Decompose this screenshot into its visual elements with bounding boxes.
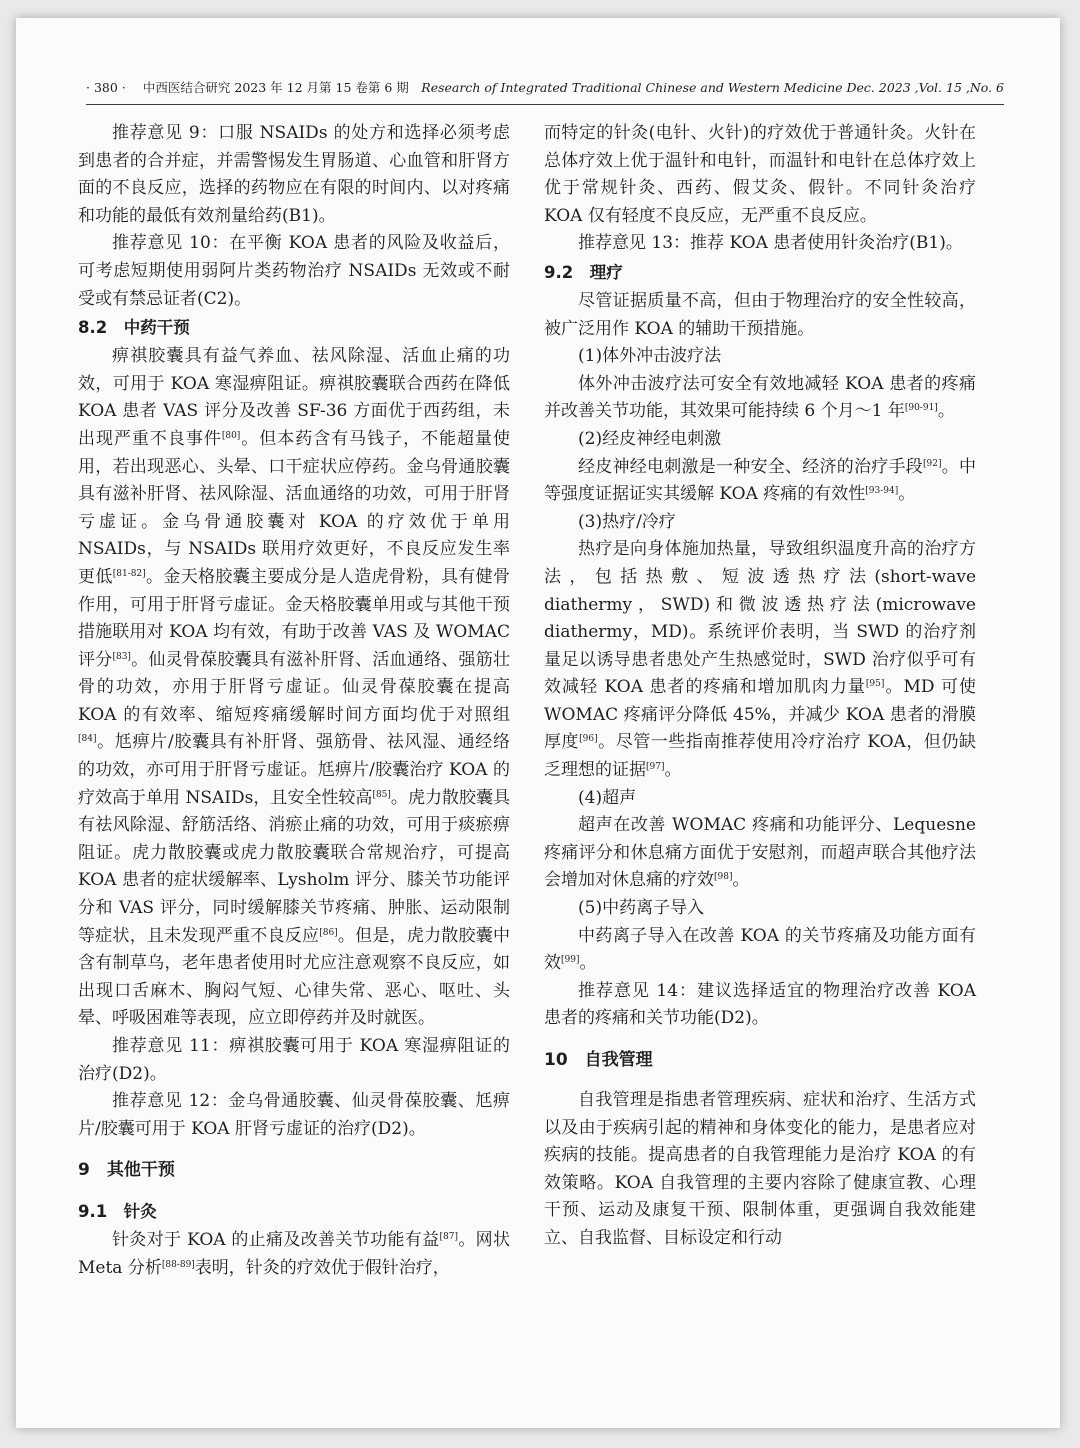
journal-title-en: Research of Integrated Traditional Chinese and Western Medicine Dec. 2023 ,Vol. 15 ,No. 6	[421, 80, 1004, 95]
paragraph-iontophoresis: 中药离子导入在改善 KOA 的关节疼痛及功能方面有效[99]。	[544, 925, 976, 974]
subheading-tens: (2)经皮神经电刺激	[578, 428, 722, 449]
citation: [99]	[561, 955, 580, 966]
subheading-ultrasound: (4)超声	[578, 787, 637, 808]
paragraph-tcm: 痹祺胶囊具有益气养血、祛风除湿、活血止痛的功效，可用于 KOA 寒湿痹阻证。痹祺胶囊联合西药在降低 KOA 患者 VAS 评分及改善 SF-36 方面优于西药组，未出现严重不良事件[80]。但本药含有马钱子，不能超量使用，若出现恶心、头晕、口干症状应停药。金乌骨通胶囊具有滋补肝肾、祛风除湿、活血通络的功效，可用于肝肾亏虚证。金乌骨通胶囊对 KOA 的疗效优于单用 NSAIDs，与 NSAIDs 联用疗效更好，不良反应发生率更低[81-82]。金天格胶囊主要成分是人造虎骨粉，具有健骨作用，可用于肝肾亏虚证。金天格胶囊单用或与其他干预措施联用对 KOA 均有效，有助于改善 VAS 及 WOMAC 评分[83]。仙灵骨葆胶囊具有滋补肝肾、活血通络、强筋壮骨的功效，亦用于肝肾亏虚证。仙灵骨葆胶囊在提高 KOA 的有效率、缩短疼痛缓解时间方面均优于对照组[84]。尪痹片/胶囊具有补肝肾、强筋骨、祛风湿、通经络的功效，亦可用于肝肾亏虚证。尪痹片/胶囊治疗 KOA 的疗效高于单用 NSAIDs，且安全性较高[85]。虎力散胶囊具有祛风除湿、舒筋活络、消瘀止痛的功效，可用于痰瘀痹阻证。虎力散胶囊或虎力散胶囊联合常规治疗，可提高 KOA 患者的症状缓解率、Lysholm 评分、膝关节功能评分和 VAS 评分，同时缓解膝关节疼痛、肿胀、运动限制等症状，且未发现严重不良反应[86]。但是，虎力散胶囊中含有制草乌，老年患者使用时尤应注意观察不良反应，如出现口舌麻木、胸闷气短、心律失常、恶心、呕吐、头晕、呼吸困难等表现，应立即停药并及时就医。	[78, 346, 511, 1029]
citation: [97]	[646, 762, 665, 773]
subheading-heat-cold: (3)热疗/冷疗	[578, 511, 676, 532]
paragraph-heat-cold: 热疗是向身体施加热量，导致组织温度升高的治疗方法，包括热敷、短波透热疗法(short-wave diathermy，SWD)和微波透热疗法(microwave diathermy，MD)。系统评价表明，当 SWD 的治疗剂量足以诱导患者患处产生热感觉时，SWD 治疗似乎可有效减轻 KOA 患者的疼痛和增加肌肉力量[95]。MD 可使 WOMAC 疼痛评分降低 45%，并减少 KOA 患者的滑膜厚度[96]。尽管一些指南推荐使用冷疗治疗 KOA，但仍缺乏理想的证据[97]。	[544, 539, 976, 781]
citation: [96]	[579, 734, 598, 745]
subheading-iontophoresis: (5)中药离子导入	[578, 898, 705, 919]
citation: [93-94]	[865, 486, 899, 497]
section-heading-9: 9 其他干预	[78, 1160, 175, 1181]
page-header	[86, 74, 1004, 105]
right-column	[544, 120, 976, 1253]
recommendation-13: 推荐意见 13：推荐 KOA 患者使用针灸治疗(B1)。	[578, 233, 963, 254]
section-heading-9-2: 9.2 理疗	[544, 262, 623, 282]
citation: [84]	[78, 734, 97, 745]
recommendation-9: 推荐意见 9：口服 NSAIDs 的处方和选择必须考虑到患者的合并症，并需警惕发生胃肠道、心血管和肝肾方面的不良反应，选择的药物应在有限的时间内、以对疼痛和功能的最低有效剂量给药(B1)。	[78, 123, 510, 226]
citation: [86]	[319, 927, 338, 938]
paragraph-physiotherapy: 尽管证据质量不高，但由于物理治疗的安全性较高，被广泛用作 KOA 的辅助干预措施。	[544, 290, 976, 339]
recommendation-14: 推荐意见 14：建议选择适宜的物理治疗改善 KOA 患者的疼痛和关节功能(D2)。	[544, 980, 976, 1029]
citation: [98]	[714, 872, 733, 883]
paragraph-acupuncture-continued: 而特定的针灸(电针、火针)的疗效优于普通针灸。火针在总体疗效上优于温针和电针，而温针和电针在总体疗效上优于常规针灸、西药、假艾灸、假针。不同针灸治疗 KOA 仅有轻度不良反应，无严重不良反应。	[544, 123, 976, 226]
section-heading-8-2: 8.2 中药干预	[78, 318, 190, 338]
paragraph-tens: 经皮神经电刺激是一种安全、经济的治疗手段[92]。中等强度证据证实其缓解 KOA 疼痛的有效性[93-94]。	[544, 456, 977, 505]
paragraph-acupuncture: 针灸对于 KOA 的止痛及改善关节功能有益[87]。网状 Meta 分析[88-89]表明，针灸的疗效优于假针治疗，	[78, 1230, 511, 1278]
section-heading-9-1: 9.1 针灸	[78, 1202, 157, 1222]
citation: [80]	[221, 430, 241, 441]
recommendation-12: 推荐意见 12：金乌骨通胶囊、仙灵骨葆胶囊、尪痹片/胶囊可用于 KOA 肝肾亏虚证的治疗(D2)。	[78, 1091, 510, 1139]
paragraph-ultrasound: 超声在改善 WOMAC 疼痛和功能评分、Lequesne 疼痛评分和休息痛方面优于安慰剂，而超声联合其他疗法会增加对休息痛的疗效[98]。	[544, 815, 976, 891]
paragraph-shockwave: 体外冲击波疗法可安全有效地减轻 KOA 患者的疼痛并改善关节功能，其效果可能持续 6 个月～1 年[90-91]。	[544, 373, 976, 422]
page-number: · 380 ·	[86, 80, 126, 95]
journal-title-cn: 中西医结合研究 2023 年 12 月第 15 卷第 6 期	[142, 80, 409, 95]
citation: [90-91]	[904, 403, 938, 414]
left-column	[78, 120, 510, 1283]
citation: [85]	[372, 789, 391, 800]
citation: [95]	[865, 679, 885, 690]
paragraph-self-management: 自我管理是指患者管理疾病、症状和治疗、生活方式以及由于疾病引起的精神和身体变化的能力，是患者应对疾病的技能。提高患者的自我管理能力是治疗 KOA 的有效策略。KOA 自我管理的主要内容除了健康宣教、心理干预、运动及康复干预、限制体重，更强调自我效能建立、自我监督、目标设定和行动	[544, 1090, 976, 1248]
recommendation-10: 推荐意见 10：在平衡 KOA 患者的风险及收益后，可考虑短期使用弱阿片类药物治疗 NSAIDs 无效或不耐受或有禁忌证者(C2)。	[78, 233, 510, 309]
citation: [83]	[112, 651, 131, 662]
subheading-shockwave: (1)体外冲击波疗法	[578, 346, 722, 367]
citation: [88-89]	[161, 1259, 195, 1270]
citation: [81-82]	[112, 568, 146, 579]
citation: [87]	[439, 1232, 458, 1243]
section-heading-10: 10 自我管理	[544, 1050, 653, 1070]
citation: [92]	[923, 458, 942, 469]
journal-title	[143, 74, 1004, 102]
recommendation-11: 推荐意见 11：痹祺胶囊可用于 KOA 寒湿痹阻证的治疗(D2)。	[78, 1036, 510, 1084]
